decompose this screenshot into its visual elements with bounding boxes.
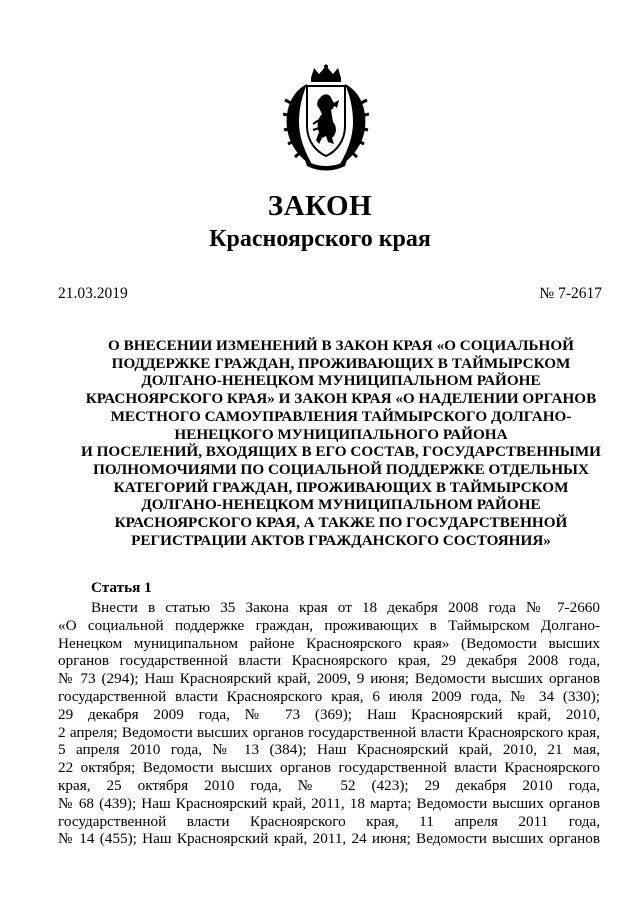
body-line: государственной власти Красноярского края, 11 апреля 2011 года,: [58, 812, 600, 830]
body-line: Ненецком муниципальном районе Красноярского края» (Ведомости высших: [58, 634, 600, 652]
title-line: КАТЕГОРИЙ ГРАЖДАН, ПРОЖИВАЮЩИХ В ТАЙМЫРСКОМ: [113, 478, 569, 496]
body-line: № 68 (439); Наш Красноярский край, 2011, 18 марта; Ведомости высших органов: [58, 794, 600, 812]
body-line: «О социальной поддержке граждан, проживающих в Таймырском Долгано-: [58, 616, 600, 634]
region-name: Красноярского края: [209, 226, 431, 252]
body-line: № 73 (294); Наш Красноярский край, 2009, 9 июня; Ведомости высших органов: [58, 670, 600, 688]
title-line: И ПОСЕЛЕНИЙ, ВХОДЯЩИХ В ЕГО СОСТАВ, ГОСУДАРСТВЕННЫМИ: [80, 443, 601, 461]
body-line: № 14 (455); Наш Красноярский край, 2011, 24 июня; Ведомости высших органов: [58, 830, 600, 848]
body-line: края, 25 октября 2010 года, № 52 (423); 29 декабря 2010 года,: [58, 776, 600, 794]
document-number: № 7-2617: [539, 285, 602, 302]
title-line: НЕНЕЦКОГО МУНИЦИПАЛЬНОГО РАЙОНА: [174, 425, 508, 443]
title-line: КРАСНОЯРСКОГО КРАЯ» И ЗАКОН КРАЯ «О НАДЕЛЕНИИ ОРГАНОВ: [85, 390, 597, 408]
article-heading: Статья 1: [91, 579, 152, 596]
title-line: О ВНЕСЕНИИ ИЗМЕНЕНИЙ В ЗАКОН КРАЯ «О СОЦИАЛЬНОЙ: [108, 337, 574, 354]
body-line: государственной власти Красноярского края, 6 июля 2009 года, № 34 (330);: [58, 687, 600, 705]
article-body: [58, 599, 600, 848]
document-type: ЗАКОН: [267, 190, 373, 222]
law-title: [52, 337, 630, 549]
body-line: 2 апреля; Ведомости высших органов государственной власти Красноярского края,: [58, 723, 600, 741]
title-line: МЕСТНОГО САМОУПРАВЛЕНИЯ ТАЙМЫРСКОГО ДОЛГАНО-: [110, 407, 572, 425]
body-line: органов государственной власти Красноярского края, 29 декабря 2008 года,: [58, 652, 600, 670]
body-line: 22 октября; Ведомости высших органов государственной власти Красноярского: [58, 759, 600, 777]
title-line: ПОЛНОМОЧИЯМИ ПО СОЦИАЛЬНОЙ ПОДДЕРЖКЕ ОТДЕЛЬНЫХ: [93, 460, 589, 478]
title-line: ДОЛГАНО-НЕНЕЦКОМ МУНИЦИПАЛЬНОМ РАЙОНЕ: [141, 496, 541, 514]
body-line: Внести в статью 35 Закона края от 18 декабря 2008 года № 7-2660: [91, 599, 600, 616]
title-line: РЕГИСТРАЦИИ АКТОВ ГРАЖДАНСКОГО СОСТОЯНИЯ»: [131, 531, 551, 549]
title-line: ПОДДЕРЖКЕ ГРАЖДАН, ПРОЖИВАЮЩИХ В ТАЙМЫРСКОМ: [111, 354, 571, 372]
body-line: 29 декабря 2009 года, № 73 (369); Наш Красноярский край, 2010,: [58, 705, 600, 723]
body-line: 5 апреля 2010 года, № 13 (384); Наш Красноярский край, 2010, 21 мая,: [58, 741, 600, 759]
title-line: КРАСНОЯРСКОГО КРАЯ, А ТАКЖЕ ПО ГОСУДАРСТВЕННОЙ: [114, 514, 568, 532]
document-date: 21.03.2019: [58, 285, 128, 302]
title-line: ДОЛГАНО-НЕНЕЦКОМ МУНИЦИПАЛЬНОМ РАЙОНЕ: [141, 372, 541, 390]
coat-of-arms-icon: [283, 64, 369, 172]
